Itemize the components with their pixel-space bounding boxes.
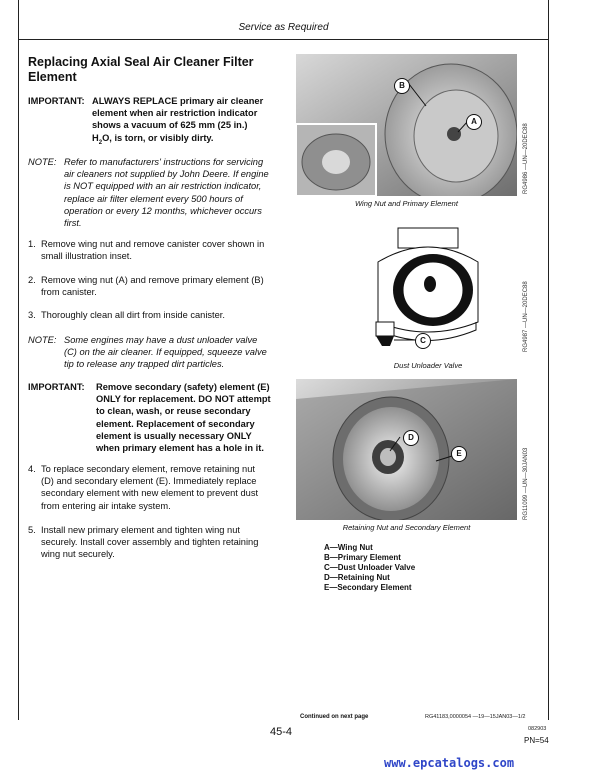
callout-e: E <box>451 446 467 462</box>
caption-2: Dust Unloader Valve <box>393 361 463 370</box>
figure-dust-unloader-valve <box>358 222 498 357</box>
note-line: air cleaners not supplied by John Deere. If engine <box>64 169 269 180</box>
step-line: from entering air intake system. <box>41 500 171 511</box>
air-cleaner-photo-1 <box>296 54 517 196</box>
note-line: is NOT equipped with an air restriction indicator, <box>64 181 262 192</box>
important-notice-2 <box>28 381 298 454</box>
callout-c: C <box>415 333 431 349</box>
important-line: ONLY for replacement. DO NOT attempt <box>96 394 271 405</box>
step-line: from canister. <box>41 287 97 298</box>
step-2: 2. Remove wing nut (A) and remove primary element (B) from canister. <box>28 274 296 298</box>
important-line: element when air restriction indicator <box>92 108 258 119</box>
callout-b: B <box>394 78 410 94</box>
note-line: replace air filter element every 500 hours of <box>64 193 243 204</box>
important-line: element. Replacement of secondary <box>96 418 255 429</box>
step-line: To replace secondary element, remove retaining nut <box>41 464 255 474</box>
header-rule <box>18 39 549 40</box>
important-label: IMPORTANT: <box>28 382 85 392</box>
figure-code-2: RG4987 —UN—20DEC88 <box>523 281 529 352</box>
important-line: shows a vacuum of 625 mm (25 in.) <box>92 120 248 131</box>
note-label: NOTE: <box>28 157 57 167</box>
step-line: secondary element with new element to prevent dust <box>41 488 259 499</box>
callout-a: A <box>466 114 482 130</box>
note-line: Some engines may have a dust unloader valve <box>64 335 258 345</box>
step-3: 3. Thoroughly clean all dirt from inside canister. <box>28 309 296 321</box>
figure-code-1: RG4986 —UN—20DEC88 <box>523 123 529 194</box>
legend-item: B—Primary Element <box>324 553 401 562</box>
important-notice-1 <box>28 95 298 149</box>
step-line: wing nut securely. <box>41 549 115 560</box>
step-line: (D) and secondary element (E). Immediately replace <box>41 476 257 487</box>
document-code: RG41183,0000054 —19—15JAN03—1/2 <box>425 714 526 720</box>
website-watermark: www.epcatalogs.com <box>384 756 515 770</box>
step-line: Remove wing nut (A) and remove primary element (B) <box>41 275 264 285</box>
date-code: 082903 <box>528 726 547 732</box>
figure-retaining-nut-secondary-element <box>296 379 517 520</box>
step-4: 4. To replace secondary element, remove retaining nut (D) and secondary element (E). Immediately replace secondary element with new element to prevent dust from entering air intake system. <box>28 463 296 512</box>
legend-item: C—Dust Unloader Valve <box>324 563 416 572</box>
page-border-right <box>548 0 549 720</box>
page-header: Service as Required <box>238 22 329 33</box>
figure-wing-nut-primary-element <box>296 54 517 196</box>
important-label: IMPORTANT: <box>28 96 85 106</box>
step-line: Remove wing nut and remove canister cover shown in <box>41 239 265 249</box>
section-title: Replacing Axial Seal Air Cleaner Filter Element <box>28 55 254 84</box>
page-border-left <box>18 0 19 720</box>
caption-3: Retaining Nut and Secondary Element <box>342 523 471 532</box>
step-5: 5. Install new primary element and tighten wing nut securely. Install cover assembly and tighten retaining wing nut securely. <box>28 524 296 561</box>
note-label: NOTE: <box>28 335 57 345</box>
note-line: operation or every 12 months, whichever occurs <box>64 205 262 216</box>
legend-item: D—Retaining Nut <box>324 573 390 582</box>
caption-1: Wing Nut and Primary Element <box>355 199 458 208</box>
note-line: tip to release any trapped dirt particles. <box>64 359 225 370</box>
important-line: Remove secondary (safety) element (E) <box>96 382 270 392</box>
continued-note: Continued on next page <box>300 714 369 720</box>
important-line: when primary element has a hole in it. <box>96 443 264 454</box>
note-line: (C) on the air cleaner. If equipped, squeeze valve <box>64 347 267 358</box>
legend-item: E—Secondary Element <box>324 583 412 592</box>
legend-item: A—Wing Nut <box>324 543 373 552</box>
note-line: first. <box>64 218 82 229</box>
pn-number: PN=54 <box>524 736 549 745</box>
step-1: 1. Remove wing nut and remove canister cover shown in small illustration inset. <box>28 238 296 262</box>
callout-legend <box>324 543 415 593</box>
step-line: small illustration inset. <box>41 251 132 262</box>
important-line: $H_2O$, is torn, or visibly dirty. <box>92 132 214 146</box>
note-line: Refer to manufacturers' instructions for servicing <box>64 157 264 167</box>
important-line: element is usually necessary ONLY <box>96 430 252 441</box>
step-line: Install new primary element and tighten wing nut <box>41 525 240 535</box>
note-2 <box>28 334 298 371</box>
air-cleaner-photo-3 <box>296 379 517 520</box>
important-line: to clean, wash, or reuse secondary <box>96 406 251 417</box>
step-line: securely. Install cover assembly and tighten retaining <box>41 537 259 548</box>
callout-d: D <box>403 430 419 446</box>
figure-code-3: RG11099 —UN—30JAN03 <box>523 447 529 520</box>
step-line: Thoroughly clean all dirt from inside canister. <box>41 310 225 320</box>
important-line: ALWAYS REPLACE primary air cleaner <box>92 96 264 106</box>
page-number: 45-4 <box>270 726 293 738</box>
note-1 <box>28 156 298 229</box>
